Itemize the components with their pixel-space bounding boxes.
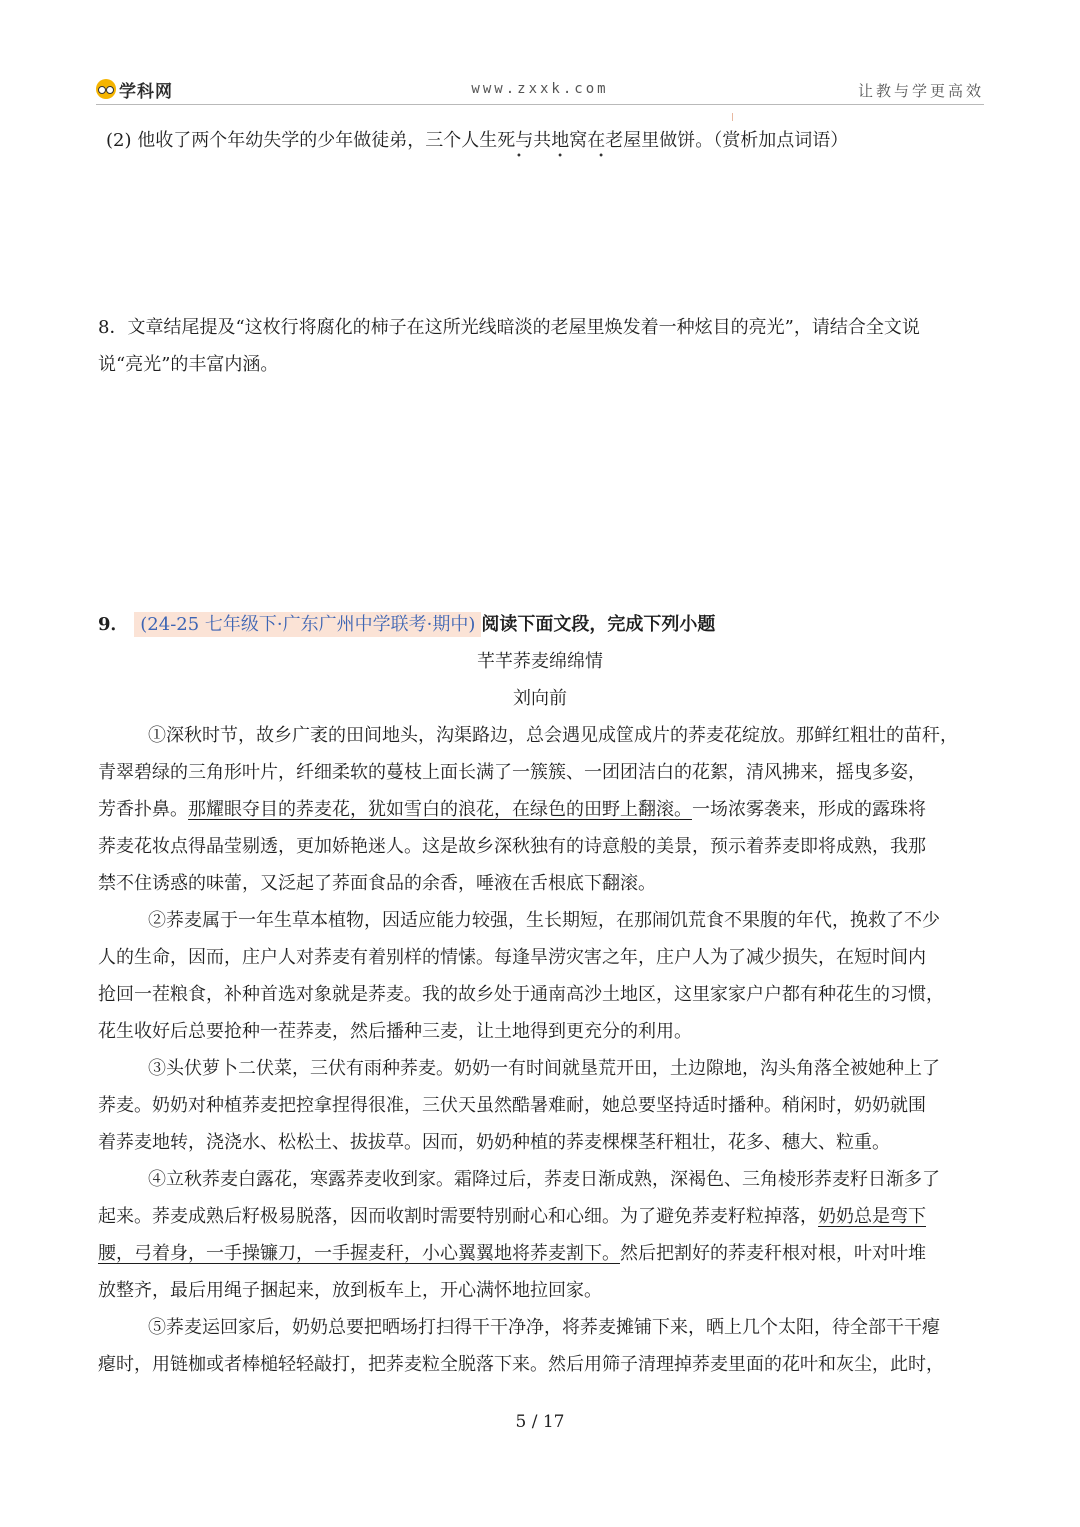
page-number: 5 / 17 [515, 1412, 565, 1432]
paragraph-4-line: ④立秋荞麦白露花，寒露荞麦收到家。霜降过后，荞麦日渐成熟，深褐色、三角棱形荞麦籽日渐多了 [148, 1169, 940, 1190]
question-8-line-2: 说“亮光”的丰富内涵。 [98, 354, 279, 375]
logo-text: 学科网 [119, 81, 173, 102]
question-instruction: 阅读下面文段，完成下列小题 [481, 614, 716, 635]
question-number: 9． [98, 614, 129, 635]
text-run: 起来。荞麦成熟后籽极易脱落，因而收割时需要特别耐心和心细。为了避免荞麦籽粒掉落， [98, 1206, 818, 1227]
paragraph-1-line: ①深秋时节，故乡广袤的田间地头，沟渠路边，总会遇见成筐成片的荞麦花绽放。那鲜红粗壮的苗秆， [148, 725, 958, 746]
paragraph-4-line [98, 1198, 984, 1235]
paragraph-2-line: 抢回一茬粮食，补种首选对象就是荞麦。我的故乡处于通南高沙土地区，这里家家户户都有种花生的习惯， [98, 984, 944, 1005]
slogan: 让教与学更高效 [857, 82, 984, 100]
underlined-sentence: 腰，弓着身，一手操镰刀，一手握麦秆，小心翼翼地将荞麦割下。 [98, 1243, 620, 1264]
divider-mark [732, 113, 733, 121]
emphasis-dots: • • • [516, 151, 621, 162]
paragraph-4-line [98, 1235, 984, 1272]
paragraph-1-line: 荞麦花妆点得晶莹剔透，更加娇艳迷人。这是故乡深秋独有的诗意般的美景，预示着荞麦即将成熟，我那 [98, 836, 926, 857]
paragraph-2-line: 人的生命，因而，庄户人对荞麦有着别样的情愫。每逢旱涝灾害之年，庄户人为了减少损失，在短时间内 [98, 947, 926, 968]
paragraph-2-line: 花生收好后总要抢种一茬荞麦，然后播种三麦，让土地得到更充分的利用。 [98, 1021, 692, 1042]
site-url: www.zxxk.com [471, 81, 609, 97]
text-run: 芳香扑鼻。 [98, 799, 188, 820]
question-9-heading [98, 606, 984, 643]
paragraph-3-line: ③头伏萝卜二伏菜，三伏有雨种荞麦。奶奶一有时间就垦荒开田，土边隙地，沟头角落全被她种上了 [148, 1058, 940, 1079]
text-run: 一场浓雾袭来，形成的露珠将 [692, 799, 926, 820]
paragraph-1-line [98, 791, 984, 828]
paragraph-5-line: 瘪时，用链枷或者棒槌轻轻敲打，把荞麦粒全脱落下来。然后用筛子清理掉荞麦里面的花叶和灰尘，此时， [98, 1354, 944, 1375]
underlined-sentence: 奶奶总是弯下 [818, 1206, 926, 1227]
paragraph-3-line: 荞麦。奶奶对种植荞麦把控拿捏得很准，三伏天虽然酷暑难耐，她总要坚持适时播种。稍闲时，奶奶就围 [98, 1095, 926, 1116]
question-7-2: (2) 他收了两个年幼失学的少年做徒弟，三个人生死与共地窝在老屋里做饼。（赏析加点词语） [106, 130, 849, 151]
underlined-sentence: 那耀眼夺目的荞麦花，犹如雪白的浪花，在绿色的田野上翻滚。 [188, 799, 692, 820]
paragraph-1-line: 禁不住诱惑的味蕾，又泛起了荞面食品的余香，唾液在舌根底下翻滚。 [98, 873, 656, 894]
question-8-line-1: 8．文章结尾提及“这枚行将腐化的柿子在这所光线暗淡的老屋里焕发着一种炫目的亮光”，请结合全文说 [98, 317, 920, 338]
page-header [96, 78, 984, 105]
passage-title: 芊芊荞麦绵绵情 [477, 651, 603, 672]
paragraph-2-line: ②荞麦属于一年生草本植物，因适应能力较强，生长期短，在那闹饥荒食不果腹的年代，挽救了不少 [148, 910, 940, 931]
paragraph-3-line: 着荞麦地转，浇浇水、松松土、拔拔草。因而，奶奶种植的荞麦棵棵茎秆粗壮，花多、穗大、粒重。 [98, 1132, 890, 1153]
passage-author: 刘向前 [513, 688, 567, 709]
paragraph-4-line: 放整齐，最后用绳子捆起来，放到板车上，开心满怀地拉回家。 [98, 1280, 602, 1301]
paragraph-5-line: ⑤荞麦运回家后，奶奶总要把晒场打扫得干干净净，将荞麦摊铺下来，晒上几个太阳，待全部干干瘪 [148, 1317, 940, 1338]
text-run: 然后把割好的荞麦秆根对根，叶对叶堆 [620, 1243, 926, 1264]
source-tag: (24-25 七年级下·广东广州中学联考·期中) [134, 612, 481, 637]
paragraph-1-line: 青翠碧绿的三角形叶片，纤细柔软的蔓枝上面长满了一簇簇、一团团洁白的花絮，清风拂来，摇曳多姿， [98, 762, 926, 783]
